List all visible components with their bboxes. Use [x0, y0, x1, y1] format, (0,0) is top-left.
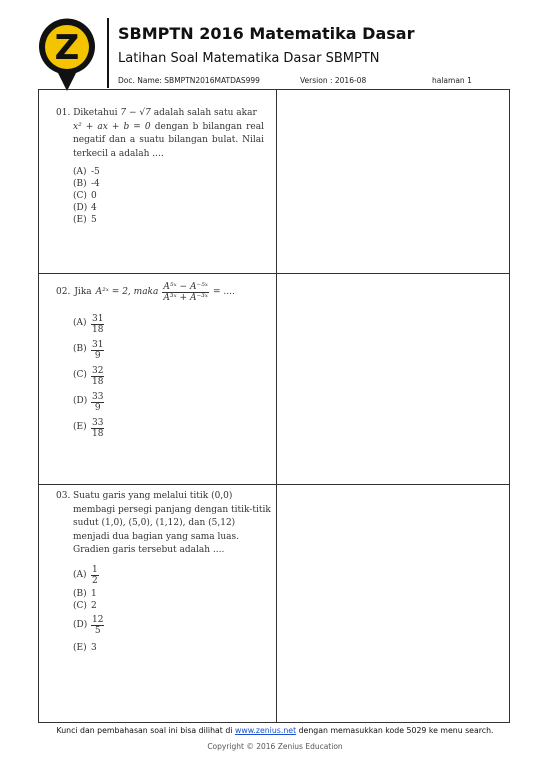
options-list — [56, 167, 264, 227]
option-d[interactable]: (D) $\frac{12}{5}$ — [73, 615, 104, 636]
zenius-link[interactable]: www.zenius.net — [234, 726, 297, 735]
option-b[interactable]: (B) -4 — [73, 179, 100, 190]
row-divider — [39, 484, 509, 485]
doc-name: Doc. Name: SBMPTN2016MATDAS999 — [118, 76, 260, 85]
zenius-logo — [37, 17, 97, 92]
page-number: halaman 1 — [432, 76, 472, 85]
option-d[interactable]: (D) $\frac{33}{9}$ — [73, 391, 104, 413]
option-b[interactable]: (B) 1 — [73, 588, 97, 599]
svg-text:Z: Z — [54, 28, 80, 68]
doc-title: SBMPTN 2016 Matematika Dasar — [118, 24, 415, 43]
question-number: 03. — [56, 491, 71, 501]
doc-subtitle: Latihan Soal Matematika Dasar SBMPTN — [118, 51, 380, 66]
option-d[interactable]: (D) 4 — [73, 203, 97, 214]
copyright: Copyright © 2016 Zenius Education — [207, 742, 343, 751]
math-expression: A²ˣ = 2, maka — [95, 286, 159, 297]
option-c[interactable]: (C) 2 — [73, 600, 97, 611]
question-3 — [56, 490, 274, 655]
question-2 — [56, 282, 266, 441]
question-1 — [56, 107, 264, 227]
option-c[interactable]: (C) $\frac{32}{18}$ — [73, 365, 104, 387]
doc-version: Version : 2016-08 — [300, 76, 367, 85]
options-list — [56, 563, 274, 655]
column-divider — [276, 90, 277, 722]
header-divider — [107, 18, 109, 88]
question-number: 01. — [56, 108, 71, 118]
question-2-text: 02. Jika A²ˣ = 2, maka $\frac{\text{A⁵ˣ − A⁻⁵ˣ}}{\text{A³ˣ + A⁻³ˣ}}$ = .... — [56, 282, 235, 303]
options-list — [56, 311, 266, 441]
option-c[interactable]: (C) 0 — [73, 191, 97, 202]
math-expression: x² + ax + b = 0 — [73, 121, 151, 132]
math-expression: 7 − √7 — [120, 108, 151, 118]
question-1-text: 01. Diketahui 7 − √7 adalah salah satu akar x² + ax + b = 0 dengan b bilangan real negatif dan a suatu bilangan bulat. Nilai terkecil a adalah .... — [56, 108, 264, 159]
row-divider — [39, 273, 509, 274]
option-e[interactable]: (E) 3 — [73, 642, 97, 653]
question-3-text: 03. Suatu garis yang melalui titik (0,0) membagi persegi panjang dengan titik-titik sudut (1,0), (5,0), (1,12), dan (5,12) menjadi dua bagian yang sama luas. Gradien garis tersebut adalah .... — [56, 490, 274, 558]
option-a[interactable]: (A) $\frac{1}{2}$ — [73, 565, 98, 586]
option-a[interactable]: (A) -5 — [73, 167, 100, 178]
option-a[interactable]: (A) $\frac{31}{18}$ — [73, 313, 104, 335]
option-e[interactable]: (E) $\frac{33}{18}$ — [73, 417, 104, 439]
question-number: 02. — [56, 286, 71, 297]
footer-note: Kunci dan pembahasan soal ini bisa dilihat di www.zenius.net dengan memasukkan kode 5029 ke menu search. — [56, 726, 494, 735]
option-e[interactable]: (E) 5 — [73, 215, 97, 226]
math-fraction: $\frac{\text{A⁵ˣ − A⁻⁵ˣ}}{\text{A³ˣ + A⁻³ˣ}}$ — [163, 282, 208, 303]
option-b[interactable]: (B) $\frac{31}{9}$ — [73, 339, 104, 361]
